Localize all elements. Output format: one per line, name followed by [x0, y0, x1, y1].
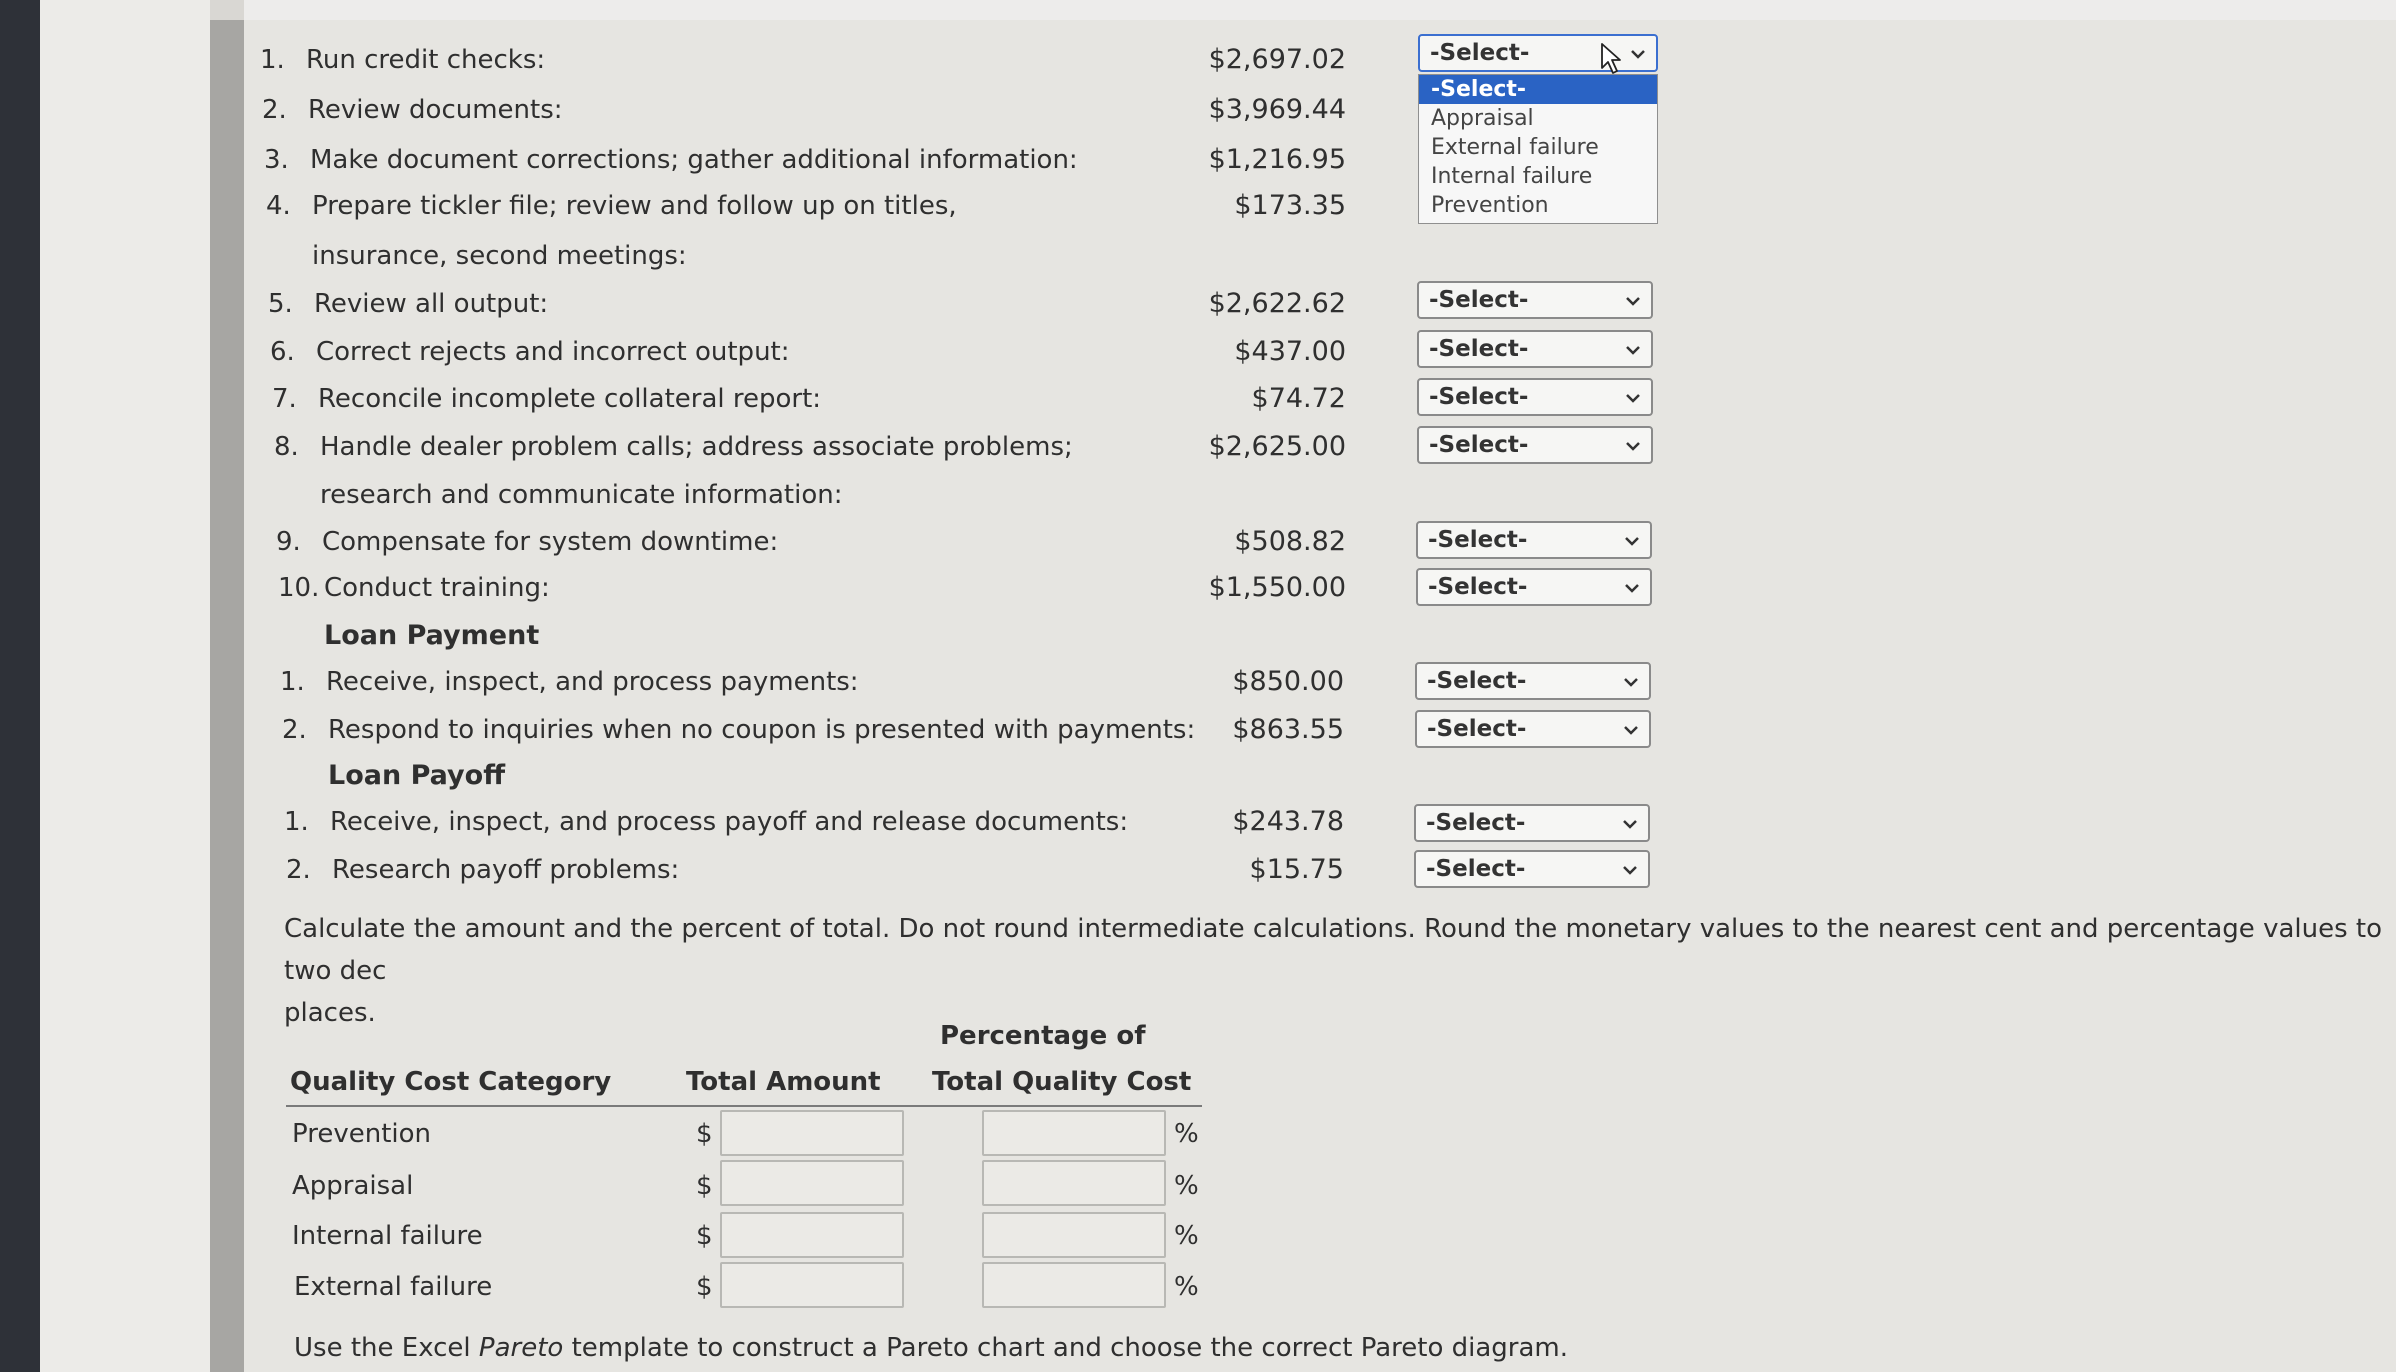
- left-border-bar: [210, 20, 244, 1372]
- left-panel: [40, 0, 210, 1372]
- dropdown-option-internal-failure[interactable]: Internal failure: [1431, 164, 1593, 189]
- column-header-total-amount: Total Amount: [686, 1067, 881, 1097]
- percent-sign: %: [1174, 1221, 1199, 1251]
- item-label: Make document corrections; gather additional information:: [310, 145, 1078, 175]
- item-number: 5.: [268, 289, 293, 319]
- instructions-line-1: Calculate the amount and the percent of total. Do not round intermediate calculations. Round the monetary values to the nearest cent and percentage values to two dec: [284, 914, 2383, 986]
- payment-select-2[interactable]: [1415, 710, 1651, 748]
- item-label: Handle dealer problem calls; address associate problems;: [320, 432, 1073, 462]
- item-amount: $2,622.62: [1208, 288, 1346, 319]
- item-label: Review documents:: [308, 95, 563, 125]
- payoff-select-1[interactable]: [1414, 804, 1650, 842]
- select-value: -Select-: [1428, 574, 1528, 600]
- item-number: 1.: [280, 667, 305, 697]
- item-amount: $1,550.00: [1208, 572, 1346, 603]
- select-value: -Select-: [1426, 856, 1526, 882]
- footer-template-name: Pareto: [478, 1333, 564, 1363]
- item-amount: $508.82: [1234, 526, 1346, 557]
- category-label: Prevention: [292, 1119, 432, 1149]
- item-number: 9.: [276, 527, 301, 557]
- payoff-select-2[interactable]: [1414, 850, 1650, 888]
- window-edge: [0, 0, 40, 1372]
- item-number: 2.: [286, 855, 311, 885]
- item-label: Review all output:: [314, 289, 549, 319]
- item-number: 1.: [260, 45, 285, 75]
- category-label: Internal failure: [292, 1221, 483, 1251]
- item-amount: $2,697.02: [1208, 44, 1346, 75]
- external-failure-amount-input[interactable]: [720, 1262, 904, 1308]
- item-label-continued: insurance, second meetings:: [312, 241, 687, 271]
- table-header-divider: [286, 1105, 1202, 1107]
- category-select-6[interactable]: [1417, 330, 1653, 368]
- appraisal-amount-input[interactable]: [720, 1160, 904, 1206]
- category-select-9[interactable]: [1416, 521, 1652, 559]
- item-number: 6.: [270, 337, 295, 367]
- item-amount: $850.00: [1232, 666, 1344, 697]
- internal-failure-amount-input[interactable]: [720, 1212, 904, 1258]
- item-label: Receive, inspect, and process payments:: [326, 667, 859, 697]
- instructions-line-2: places.: [284, 998, 376, 1028]
- item-label: Run credit checks:: [306, 45, 546, 75]
- chevron-down-icon: [1622, 862, 1638, 878]
- chevron-down-icon: [1623, 722, 1639, 738]
- percent-sign: %: [1174, 1119, 1199, 1149]
- chevron-down-icon: [1625, 342, 1641, 358]
- select-value: -Select-: [1427, 668, 1527, 694]
- chevron-down-icon: [1624, 533, 1640, 549]
- item-amount: $1,216.95: [1208, 144, 1346, 175]
- category-label: External failure: [294, 1272, 493, 1302]
- dropdown-option-prevention[interactable]: Prevention: [1431, 193, 1549, 218]
- appraisal-percent-input[interactable]: [982, 1160, 1166, 1206]
- footer-text-before: Use the Excel: [294, 1333, 479, 1363]
- item-number: 4.: [266, 191, 291, 221]
- currency-sign: $: [696, 1171, 713, 1201]
- column-header-category: Quality Cost Category: [290, 1067, 612, 1097]
- select-value: -Select-: [1427, 716, 1527, 742]
- select-value: -Select-: [1429, 287, 1529, 313]
- item-amount: $2,625.00: [1208, 431, 1346, 462]
- prevention-percent-input[interactable]: [982, 1110, 1166, 1156]
- category-select-10[interactable]: [1416, 568, 1652, 606]
- item-label-continued: research and communicate information:: [320, 480, 843, 510]
- category-select-8[interactable]: [1417, 426, 1653, 464]
- item-label: Research payoff problems:: [332, 855, 680, 885]
- footer-text-after: template to construct a Pareto chart and choose the correct Pareto diagram.: [563, 1333, 1569, 1363]
- currency-sign: $: [696, 1119, 713, 1149]
- dropdown-option-select[interactable]: -Select-: [1419, 75, 1657, 104]
- payment-select-1[interactable]: [1415, 662, 1651, 700]
- mouse-cursor-icon: [1600, 42, 1624, 76]
- item-number: 10.: [278, 573, 320, 603]
- category-label: Appraisal: [292, 1171, 414, 1201]
- item-amount: $74.72: [1251, 383, 1346, 414]
- currency-sign: $: [696, 1272, 713, 1302]
- chevron-down-icon: [1622, 816, 1638, 832]
- chevron-down-icon: [1623, 674, 1639, 690]
- item-amount: $437.00: [1234, 336, 1346, 367]
- category-dropdown-list[interactable]: [1418, 74, 1658, 224]
- footer-instruction: [294, 1332, 1568, 1364]
- dropdown-option-external-failure[interactable]: External failure: [1431, 135, 1599, 160]
- percent-sign: %: [1174, 1272, 1199, 1302]
- prevention-amount-input[interactable]: [720, 1110, 904, 1156]
- select-value: -Select-: [1430, 40, 1530, 66]
- external-failure-percent-input[interactable]: [982, 1262, 1166, 1308]
- chevron-down-icon: [1625, 293, 1641, 309]
- instructions-text: [284, 908, 2384, 1034]
- item-label: Reconcile incomplete collateral report:: [318, 384, 822, 414]
- item-label: Compensate for system downtime:: [322, 527, 779, 557]
- section-heading-loan-payoff: Loan Payoff: [328, 760, 506, 791]
- chevron-down-icon: [1625, 390, 1641, 406]
- item-number: 2.: [282, 715, 307, 745]
- item-number: 7.: [272, 384, 297, 414]
- top-strip: [244, 0, 2396, 20]
- category-select-7[interactable]: [1417, 378, 1653, 416]
- item-number: 2.: [262, 95, 287, 125]
- item-label: Prepare tickler file; review and follow up on titles,: [312, 191, 957, 221]
- item-label: Correct rejects and incorrect output:: [316, 337, 790, 367]
- item-amount: $3,969.44: [1208, 94, 1346, 125]
- dropdown-option-appraisal[interactable]: Appraisal: [1431, 106, 1534, 131]
- select-value: -Select-: [1428, 527, 1528, 553]
- currency-sign: $: [696, 1221, 713, 1251]
- item-amount: $15.75: [1249, 854, 1344, 885]
- item-amount: $863.55: [1232, 714, 1344, 745]
- item-number: 3.: [264, 145, 289, 175]
- category-select-5[interactable]: [1417, 281, 1653, 319]
- internal-failure-percent-input[interactable]: [982, 1212, 1166, 1258]
- section-heading-loan-payment: Loan Payment: [324, 620, 540, 651]
- select-value: -Select-: [1429, 336, 1529, 362]
- item-amount: $173.35: [1234, 190, 1346, 221]
- item-label: Conduct training:: [324, 573, 550, 603]
- item-number: 1.: [284, 807, 309, 837]
- percent-sign: %: [1174, 1171, 1199, 1201]
- chevron-down-icon: [1624, 580, 1640, 596]
- chevron-down-icon: [1630, 46, 1646, 62]
- item-label: Respond to inquiries when no coupon is presented with payments:: [328, 715, 1196, 745]
- select-value: -Select-: [1429, 432, 1529, 458]
- select-value: -Select-: [1426, 810, 1526, 836]
- chevron-down-icon: [1625, 438, 1641, 454]
- item-amount: $243.78: [1232, 806, 1344, 837]
- select-value: -Select-: [1429, 384, 1529, 410]
- item-label: Receive, inspect, and process payoff and release documents:: [330, 807, 1129, 837]
- column-header-percentage: Percentage of: [940, 1021, 1146, 1051]
- item-number: 8.: [274, 432, 299, 462]
- column-header-percentage-2: Total Quality Cost: [932, 1067, 1192, 1097]
